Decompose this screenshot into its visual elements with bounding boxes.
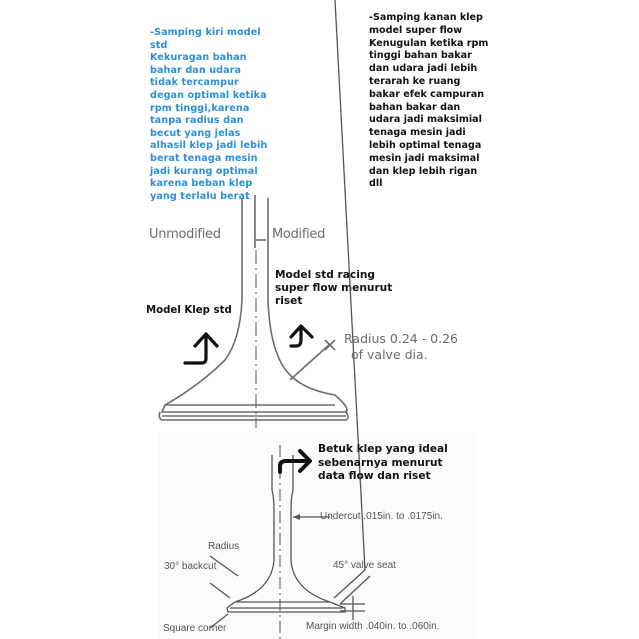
right-side-note: -Samping kanan klep model super flow Kenugulan ketika rpm tinggi bahan bakar dan udara jadi lebih terarah ke ruang bakar efek campuran bahan bakar dan udara jadi maksimial tenaga mesin jadi lebih optimal tenaga mesin jadi maksimal dan klep lebih rigan dll — [369, 12, 489, 190]
annotation-ideal-valve: Betuk klep yang ideal sebenarnya menurut data flow dan riset — [318, 443, 448, 482]
radius-spec-line1: Radius 0.24 - 0.26 — [344, 331, 459, 346]
stem-left-profile — [235, 455, 274, 602]
label-radius: Radius — [208, 541, 240, 552]
annotation-std-valve: Model Klep std — [146, 305, 232, 316]
label-valve-seat: 45° valve seat — [333, 560, 396, 571]
backcut-leader — [210, 583, 230, 598]
seat-leader-b — [340, 576, 370, 604]
seat-leader-a2 — [334, 570, 365, 598]
radius-spec-line2: of valve dia. — [351, 347, 428, 362]
annotation-racing-valve: Model std racing super flow menurut riset — [275, 269, 393, 307]
label-undercut: Undercut .015in. to .0175in. — [320, 511, 443, 522]
label-unmodified: Unmodified — [149, 227, 221, 242]
label-modified: Modified — [272, 227, 326, 242]
label-backcut: 30° backcut — [164, 561, 217, 572]
undercut-arrow-icon — [293, 514, 300, 520]
label-square-corner: Square corner — [163, 623, 227, 634]
seat-leader-a — [335, 0, 365, 570]
ideal-valve-head — [227, 602, 345, 612]
left-side-note: -Samping kiri model std Kekuragan bahan bahar dan udara tidak tercampur degan optimal ketika rpm tinggi,karena tanpa radius dan becut yang jelas alhasil klep jadi lebih berat tenaga mesin jadi kurang optimal karena beban klep yang terlalu berat — [150, 27, 268, 202]
label-margin-width: Margin width .040in. to .060in. — [306, 621, 440, 632]
